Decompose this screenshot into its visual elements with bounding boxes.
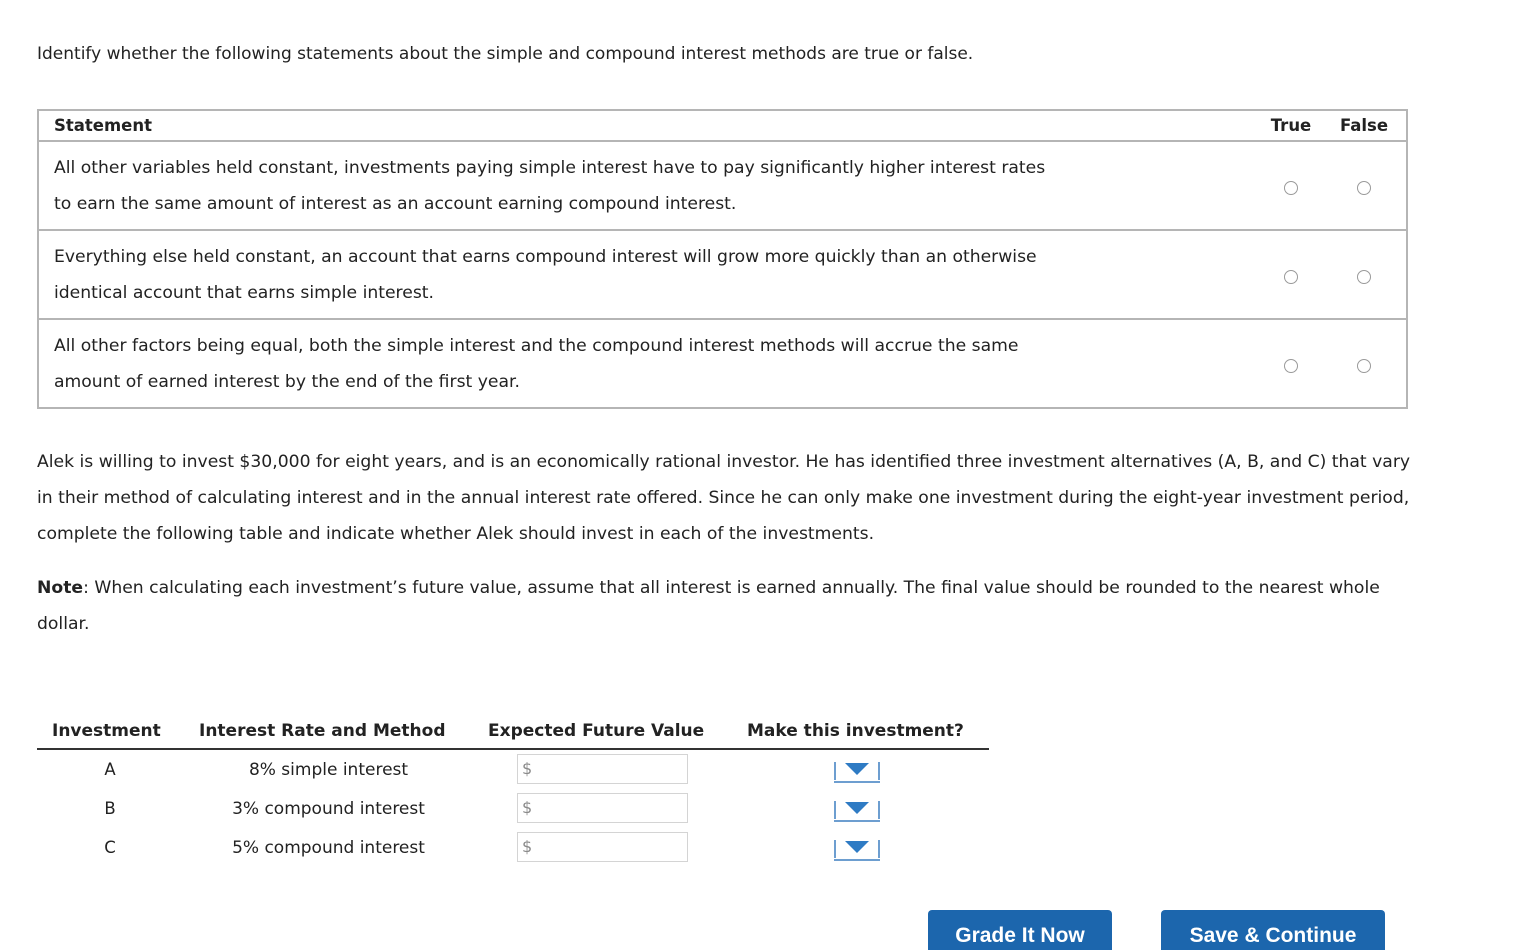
statement-text: All other variables held constant, investments paying simple interest have to pay significantly higher interest rates to earn the same amount of interest as an account earning compound interest.	[38, 141, 1260, 230]
table-row	[38, 319, 1407, 408]
dropdown-arrow-icon	[845, 802, 869, 814]
future-value-input[interactable]	[536, 835, 688, 861]
investment-header: Investment	[52, 721, 161, 741]
grade-it-now-button[interactable]: Grade It Now	[928, 910, 1112, 950]
dropdown-arrow-icon	[845, 841, 869, 853]
make-investment-dropdown[interactable]	[834, 800, 880, 822]
table-header-row	[38, 110, 1407, 141]
false-radio[interactable]	[1357, 181, 1371, 195]
dollar-sign: $	[522, 798, 533, 817]
future-value-field[interactable]	[517, 793, 688, 823]
table-row	[37, 793, 989, 827]
true-radio[interactable]	[1284, 181, 1298, 195]
false-header: False	[1322, 110, 1407, 141]
table-row	[38, 141, 1407, 230]
dollar-sign: $	[522, 759, 533, 778]
future-value-field[interactable]	[517, 832, 688, 862]
future-value-input[interactable]	[536, 757, 688, 783]
table-row	[37, 832, 989, 866]
table-row	[37, 754, 989, 788]
future-value-input[interactable]	[536, 796, 688, 822]
table-row	[38, 230, 1407, 319]
future-value-field[interactable]	[517, 754, 688, 784]
investment-letter: A	[104, 760, 116, 779]
true-radio[interactable]	[1284, 270, 1298, 284]
false-radio[interactable]	[1357, 359, 1371, 373]
instructions-text: Identify whether the following statements about the simple and compound interest methods are true or false.	[37, 44, 974, 64]
make-investment-dropdown[interactable]	[834, 761, 880, 783]
statement-header: Statement	[38, 110, 1260, 141]
note-text	[37, 570, 1417, 642]
false-radio[interactable]	[1357, 270, 1371, 284]
note-label: Note	[37, 578, 84, 598]
save-continue-button[interactable]: Save & Continue	[1161, 910, 1385, 950]
interest-rate-method: 5% compound interest	[232, 838, 425, 858]
true-radio[interactable]	[1284, 359, 1298, 373]
investment-letter: C	[104, 838, 116, 857]
true-header: True	[1260, 110, 1322, 141]
scenario-text: Alek is willing to invest $30,000 for eight years, and is an economically rational investor. He has identified three investment alternatives (A, B, and C) that vary in their method of calculating interest and in the annual interest rate offered. Since he can only make one investment during the eight-year investment period, complete the following table and indicate whether Alek should invest in each of the investments.	[37, 452, 1411, 544]
dropdown-arrow-icon	[845, 763, 869, 775]
interest-rate-method: 8% simple interest	[248, 760, 409, 780]
rate-header: Interest Rate and Method	[199, 721, 446, 741]
make-investment-dropdown[interactable]	[834, 839, 880, 861]
investment-table-header	[37, 718, 989, 750]
statement-text: All other factors being equal, both the simple interest and the compound interest methods will accrue the same amount of earned interest by the end of the first year.	[54, 335, 1019, 392]
note-body: : When calculating each investment’s future value, assume that all interest is earned annually. The final value should be rounded to the nearest whole dollar.	[37, 578, 1380, 634]
interest-rate-method: 3% compound interest	[232, 799, 425, 819]
investment-letter: B	[104, 799, 116, 818]
make-investment-header: Make this investment?	[747, 721, 964, 741]
dollar-sign: $	[522, 837, 533, 856]
statement-text: Everything else held constant, an account that earns compound interest will grow more quickly than an otherwise identical account that earns simple interest.	[38, 230, 1260, 319]
future-value-header: Expected Future Value	[488, 721, 705, 741]
true-false-table	[37, 109, 1408, 409]
